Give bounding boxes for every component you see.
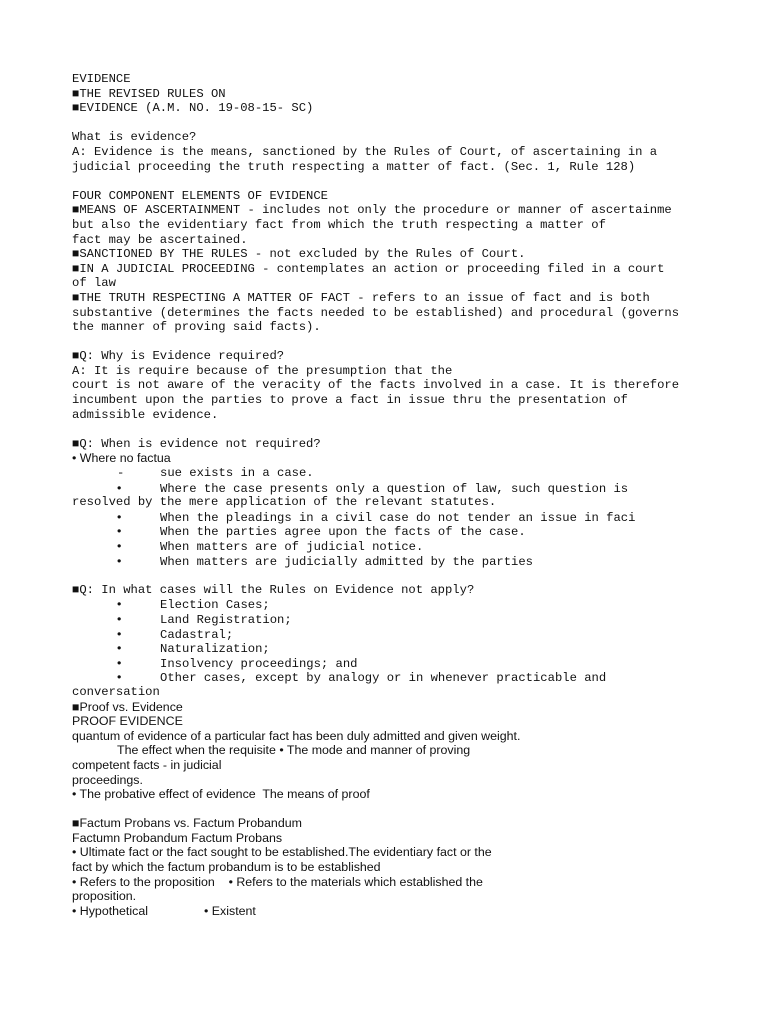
column-headers: PROOF EVIDENCE [72, 714, 183, 729]
list-item: • Where the case presents only a question of law, such question is [117, 480, 629, 496]
list-item-continuation: conversation [72, 684, 160, 699]
element-text: but also the evidentiary fact from which the truth respecting a matter of [72, 217, 606, 232]
document-page [72, 72, 732, 918]
section-heading: FOUR COMPONENT ELEMENTS OF EVIDENCE [72, 188, 328, 203]
list-item: • Insolvency proceedings; and [117, 655, 358, 671]
section-heading: ■Proof vs. Evidence [72, 699, 183, 714]
answer-text: A: It is require because of the presumption that the [72, 363, 453, 378]
bullet-marker: • [117, 670, 122, 685]
bullet-marker: • [117, 597, 122, 612]
section-heading: ■Factum Probans vs. Factum Probandum [72, 816, 302, 831]
column-headers: Factumn Probandum Factum Probans [72, 830, 283, 845]
bullet-marker: • [117, 509, 122, 524]
question-heading: What is evidence? [72, 130, 197, 145]
bullet-marker: • [117, 641, 122, 656]
answer-text: admissible evidence. [72, 407, 219, 422]
bullet-marker: • [117, 539, 122, 553]
question-heading: ■Q: When is evidence not required? [72, 436, 321, 451]
table-text: • Refers to the proposition • Refers to the materials which established the [72, 874, 483, 889]
bullet-marker: • [117, 524, 122, 539]
element-text: the manner of proving said facts). [72, 320, 321, 335]
question-heading: ■Q: Why is Evidence required? [72, 349, 285, 364]
answer-text: incumbent upon the parties to prove a fact in issue thru the presentation of [72, 393, 628, 408]
table-text: competent facts - in judicial [72, 757, 222, 772]
doc-subtitle: ■THE REVISED RULES ON [72, 86, 226, 101]
list-item: • Election Cases; [117, 597, 270, 613]
table-text: The effect when the requisite • The mode and manner of proving [117, 743, 471, 758]
table-text: proposition. [72, 889, 137, 904]
table-text: • Hypothetical • Existent [72, 903, 256, 918]
dash-marker: - [117, 466, 125, 481]
table-text: • The probative effect of evidence The means of proof [72, 787, 370, 802]
list-item: • Naturalization; [117, 641, 270, 657]
list-item: • When the parties agree upon the facts of the case. [117, 524, 526, 540]
bullet-marker: • [117, 626, 122, 641]
list-item: • Where no factua [72, 451, 171, 466]
bullet-marker: • [117, 611, 122, 626]
question-heading: ■Q: In what cases will the Rules on Evidence not apply? [72, 582, 475, 597]
element-text: fact may be ascertained. [72, 232, 248, 247]
element-text: ■SANCTIONED BY THE RULES - not excluded by the Rules of Court. [72, 247, 526, 262]
element-text: ■IN A JUDICIAL PROCEEDING - contemplates an action or proceeding filed in a court [72, 261, 665, 276]
list-item: • When the pleadings in a civil case do not tender an issue in faci [117, 509, 636, 525]
element-text: of law [72, 276, 116, 291]
answer-text: judicial proceeding the truth respecting a matter of fact. (Sec. 1, Rule 128) [72, 159, 636, 174]
element-text: substantive (determines the facts needed to be established) and procedural (governs [72, 305, 680, 320]
table-text: quantum of evidence of a particular fact has been duly admitted and given weight. [72, 728, 521, 743]
list-item: • Other cases, except by analogy or in whenever practicable and [117, 670, 607, 686]
element-text: ■THE TRUTH RESPECTING A MATTER OF FACT - refers to an issue of fact and is both [72, 290, 650, 305]
bullet-marker: • [117, 480, 122, 495]
bullet-marker: • [117, 655, 122, 670]
doc-title: EVIDENCE [72, 72, 131, 86]
list-item-continuation: resolved by the mere application of the relevant statutes. [72, 495, 497, 510]
list-item: - sue exists in a case. [117, 466, 314, 481]
table-text: proceedings. [72, 772, 143, 787]
element-text: ■MEANS OF ASCERTAINMENT - includes not only the procedure or manner of ascertainme [72, 203, 672, 218]
list-item: • When matters are judicially admitted by the parties [117, 553, 533, 569]
table-text: fact by which the factum probandum is to be established [72, 860, 381, 875]
list-item: • When matters are of judicial notice. [117, 539, 424, 554]
table-text: • Ultimate fact or the fact sought to be established.The evidentiary fact or the [72, 845, 492, 860]
answer-text: court is not aware of the veracity of the facts involved in a case. It is therefore [72, 378, 680, 393]
list-item: • Land Registration; [117, 611, 292, 627]
doc-subtitle: ■EVIDENCE (A.M. NO. 19-08-15- SC) [72, 101, 314, 116]
list-item: • Cadastral; [117, 626, 234, 642]
bullet-marker: • [117, 553, 122, 568]
answer-text: A: Evidence is the means, sanctioned by the Rules of Court, of ascertaining in a [72, 144, 658, 159]
